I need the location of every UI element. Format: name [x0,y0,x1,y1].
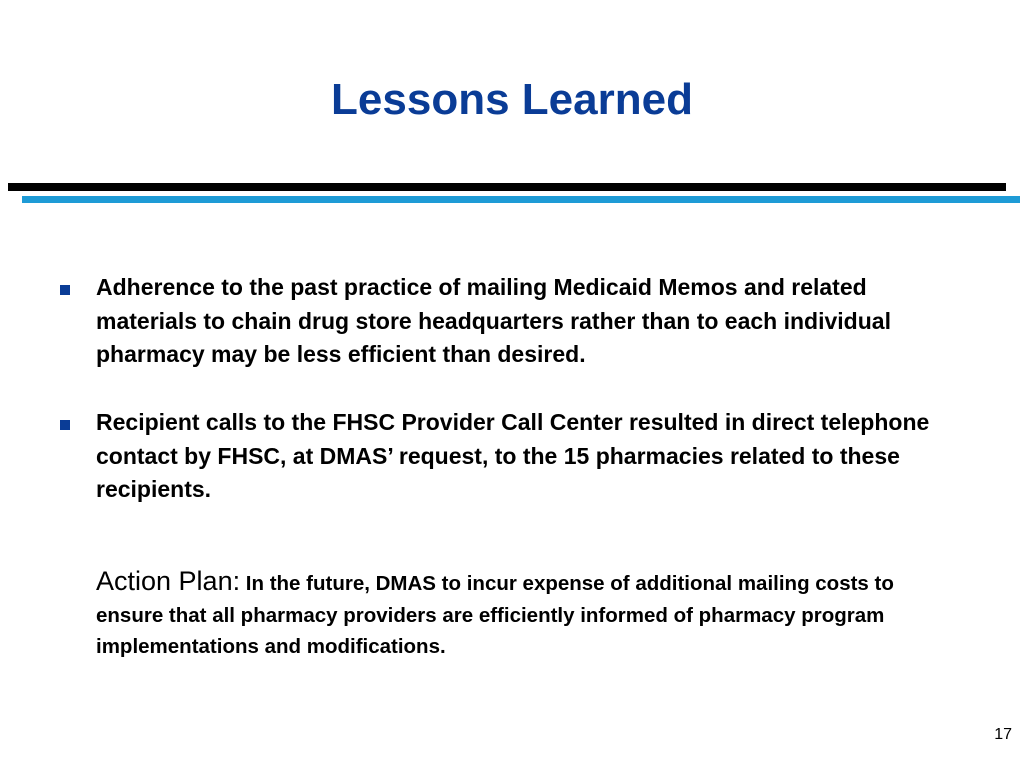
action-plan-text: In the future, DMAS to incur expense of additional mailing costs to ensure that all pharmacy providers are efficiently informed of pharmacy program implementations and modifications. [96,572,894,658]
page-number: 17 [994,726,1012,743]
title-divider-black [8,183,1006,191]
square-bullet-icon [60,420,70,430]
slide-title: Lessons Learned [331,75,693,124]
action-plan-heading: Action Plan: [96,566,241,596]
title-divider-blue [22,196,1020,203]
bullet-text: Adherence to the past practice of mailing Medicaid Memos and related materials to chain drug store headquarters rather than to each individual pharmacy may be less efficient than desired. [96,274,891,367]
action-plan [96,566,946,663]
square-bullet-icon [60,285,70,295]
bullet-text: Recipient calls to the FHSC Provider Call Center resulted in direct telephone contact by FHSC, at DMAS’ request, to the 15 pharmacies related to these recipients. [96,409,930,502]
